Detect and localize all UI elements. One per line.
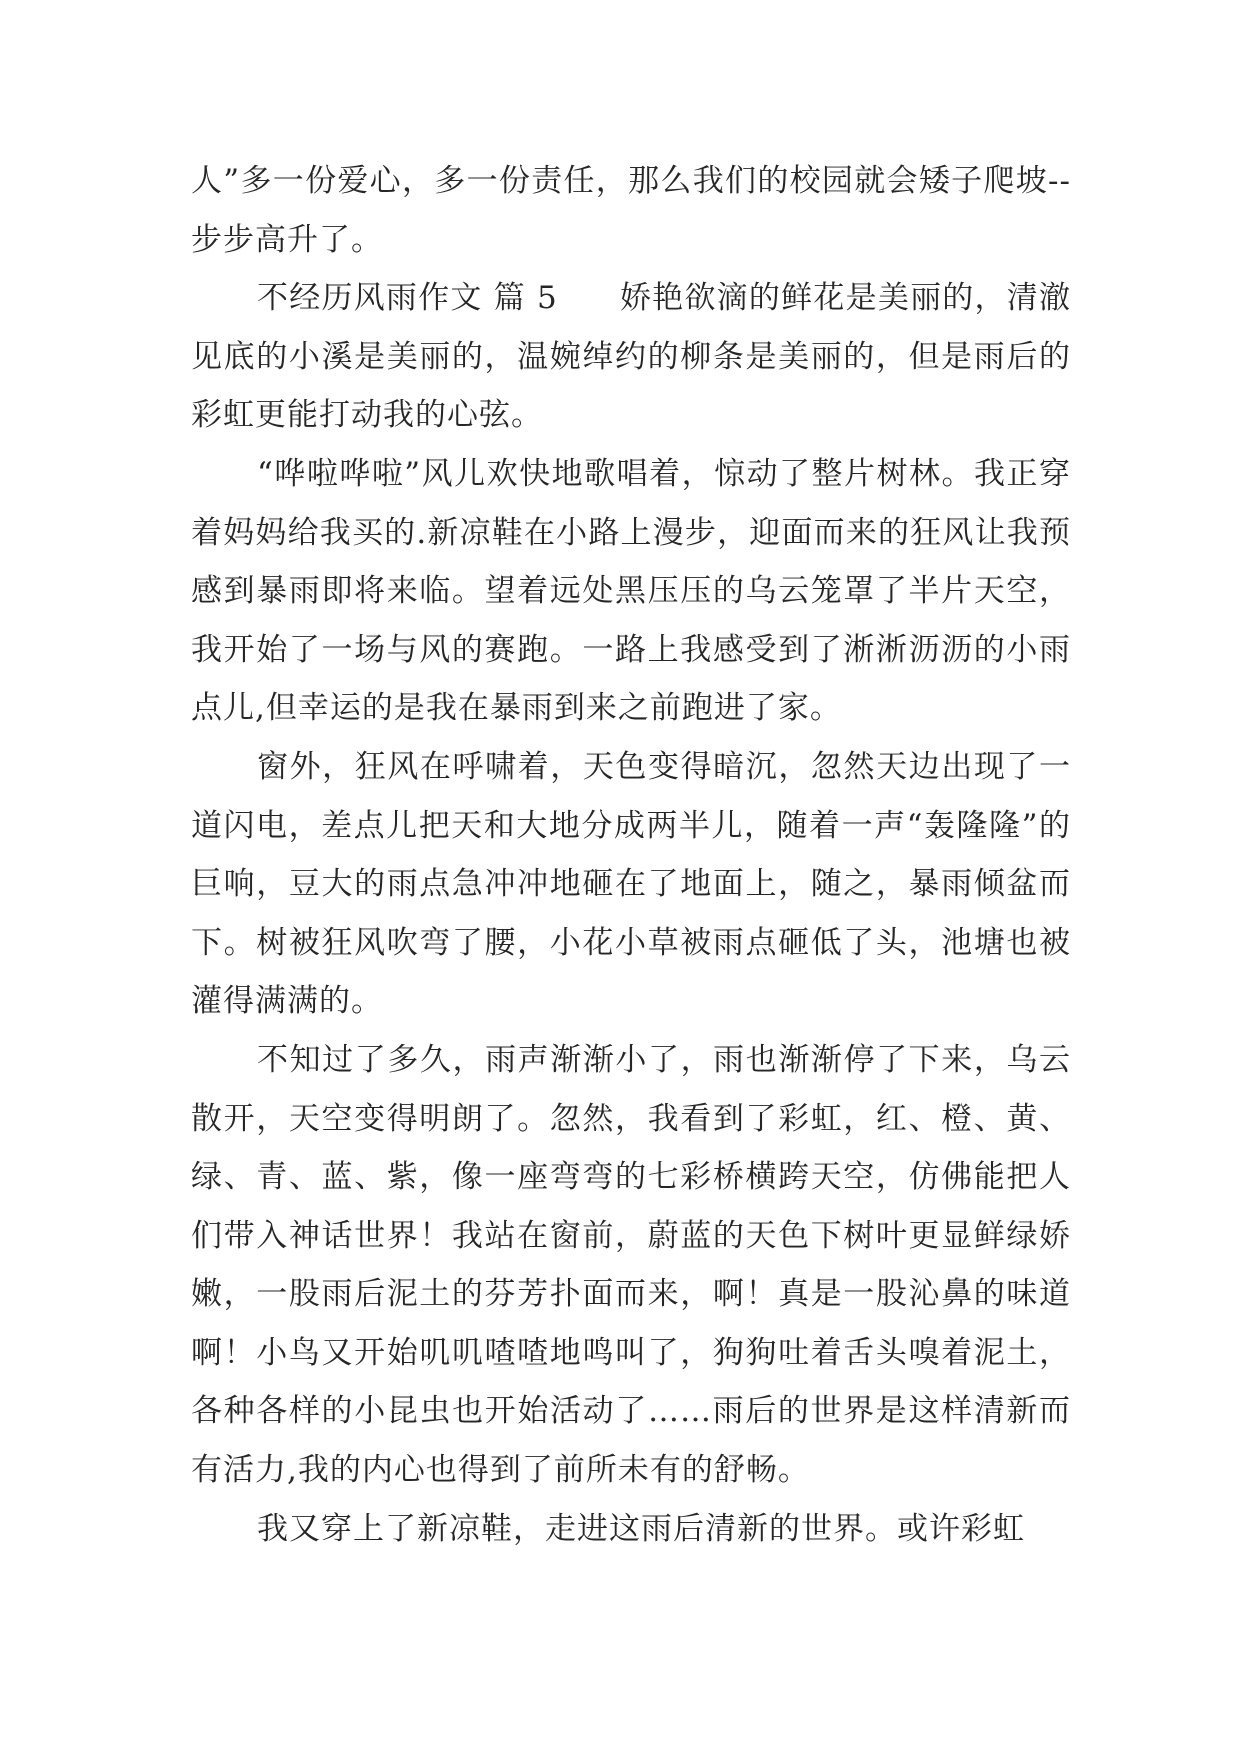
paragraph-continuation — [191, 152, 1071, 269]
paragraph-essay-5-intro — [191, 269, 1071, 445]
paragraph-rainbow — [191, 1031, 1071, 1500]
paragraph-text: 我又穿上了新凉鞋，走进这雨后清新的世界。或许彩虹 — [257, 1510, 1025, 1547]
paragraph-storm — [191, 738, 1071, 1031]
essay-heading: 不经历风雨作文 篇 5 — [257, 280, 558, 317]
paragraph-text: “哗啦哗啦”风儿欢快地歌唱着，惊动了整片树林。我正穿着妈妈给我买的.新凉鞋在小路上漫步，迎面而来的狂风让我预感到暴雨即将来临。望着远处黑压压的乌云笼罩了半片天空，我开始了一场与风的赛跑。一路上我感受到了淅淅沥沥的小雨点儿,但幸运的是我在暴雨到来之前跑进了家。 — [191, 455, 1071, 727]
paragraph-closing — [191, 1500, 1071, 1559]
paragraph-text: 窗外，狂风在呼啸着，天色变得暗沉，忽然天边出现了一道闪电，差点儿把天和大地分成两半儿，随着一声“轰隆隆”的巨响，豆大的雨点急冲冲地砸在了地面上，随之，暴雨倾盆而下。树被狂风吹弯了腰，小花小草被雨点砸低了头，池塘也被灌得满满的。 — [191, 748, 1071, 1020]
paragraph-text: 人”多一份爱心，多一份责任，那么我们的校园就会矮子爬坡--步步高升了。 — [191, 163, 1071, 258]
paragraph-text: 娇艳欲滴的鲜花是美丽的，清澈见底的小溪是美丽的，温婉绰约的柳条是美丽的，但是雨后的彩虹更能打动我的心弦。 — [191, 280, 1071, 434]
document-body — [191, 152, 1071, 1558]
paragraph-wind — [191, 445, 1071, 738]
paragraph-text: 不知过了多久，雨声渐渐小了，雨也渐渐停了下来，乌云散开，天空变得明朗了。忽然，我看到了彩虹，红、橙、黄、绿、青、蓝、紫，像一座弯弯的七彩桥横跨天空，仿佛能把人们带入神话世界！我站在窗前，蔚蓝的天色下树叶更显鲜绿娇嫩，一股雨后泥土的芬芳扑面而来，啊！真是一股沁鼻的味道啊！小鸟又开始叽叽喳喳地鸣叫了，狗狗吐着舌头嗅着泥土，各种各样的小昆虫也开始活动了……雨后的世界是这样清新而有活力,我的内心也得到了前所未有的舒畅。 — [191, 1041, 1071, 1489]
